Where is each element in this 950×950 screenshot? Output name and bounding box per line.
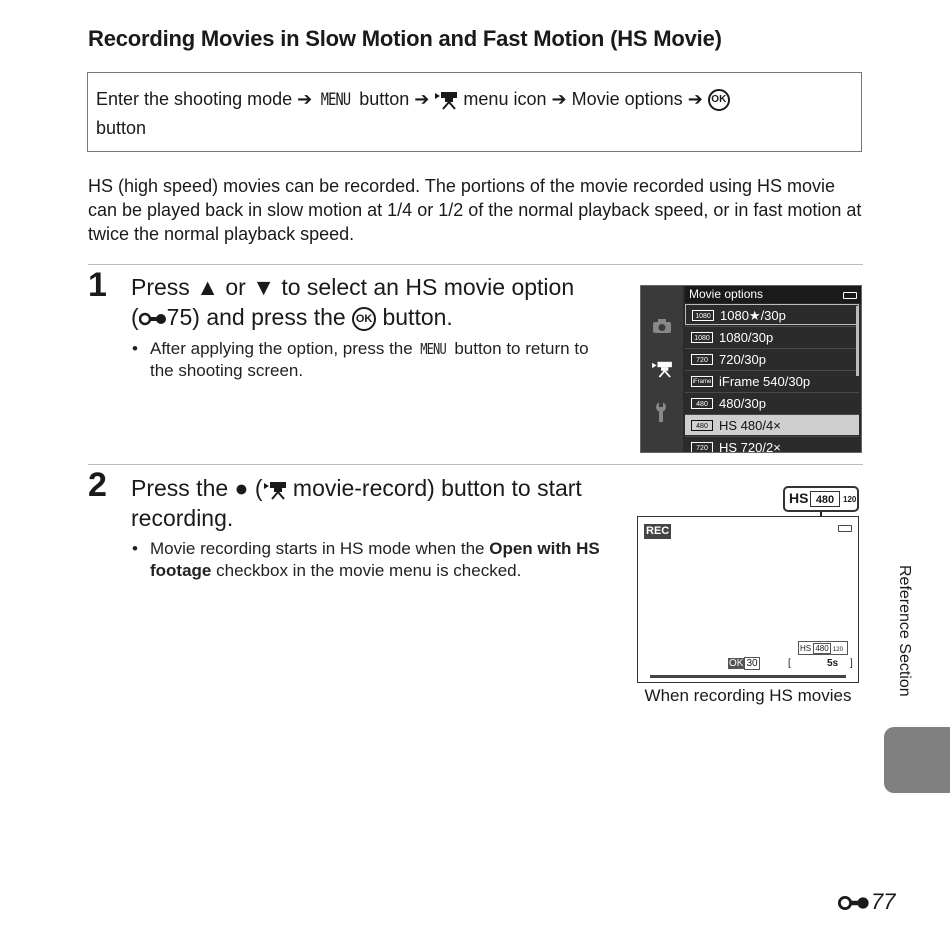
menu-item[interactable] xyxy=(685,348,859,369)
step-1-text: to select an HS movie option xyxy=(281,274,575,300)
frame-rate-label: 120 xyxy=(832,647,843,653)
menu-item[interactable] xyxy=(685,326,859,347)
menu-item-label: 1080/30p xyxy=(719,330,774,345)
time-label: 30 xyxy=(746,658,758,669)
menu-button-label: MENU xyxy=(320,90,351,110)
arrow-right-icon: ➔ xyxy=(414,89,430,109)
ok-button-icon: OK xyxy=(708,89,730,111)
menu-scrollbar[interactable] xyxy=(856,306,859,376)
menu-item-label: 720/30p xyxy=(719,352,766,367)
menu-item-label: iFrame 540/30p xyxy=(719,374,811,389)
menu-item-label: 1080★/30p xyxy=(720,308,786,323)
rec-indicator: REC xyxy=(646,525,670,537)
step-1-text: button. xyxy=(382,304,453,330)
step-2-number: 2 xyxy=(88,466,107,504)
record-dot-icon: ● xyxy=(234,475,249,501)
recording-screen xyxy=(637,516,859,683)
menu-sidebar xyxy=(641,286,683,453)
down-triangle-icon: ▼ xyxy=(252,274,275,300)
arrow-right-icon: ➔ xyxy=(687,89,703,109)
nav-text-2: button xyxy=(359,89,410,109)
resolution-tag-icon: 480 xyxy=(691,398,713,409)
menu-item[interactable] xyxy=(685,436,859,453)
up-triangle-icon: ▲ xyxy=(196,274,219,300)
divider xyxy=(88,464,863,465)
hs-label: HS xyxy=(800,644,812,653)
wrench-icon xyxy=(653,402,669,422)
movie-length-indicator xyxy=(728,658,760,669)
bullet-bold-text: Open with HS footage xyxy=(150,539,600,580)
nav-text-3: menu icon xyxy=(463,89,547,109)
menu-header-title: Movie options xyxy=(689,287,764,301)
resolution-label: 480 xyxy=(810,491,840,507)
step-2-text: movie-record) button to start xyxy=(292,475,582,501)
resolution-tag-icon: iFrame xyxy=(691,376,713,387)
arrow-right-icon: ➔ xyxy=(551,89,567,109)
ok-button-icon: OK xyxy=(352,307,376,331)
menu-item-selected[interactable] xyxy=(685,414,859,435)
paren-open: ( xyxy=(131,304,139,330)
camera-icon xyxy=(652,318,672,334)
step-2-bullet xyxy=(132,538,610,582)
navigation-path-box xyxy=(87,72,862,152)
movie-options-menu-screen xyxy=(640,285,862,453)
battery-icon xyxy=(843,292,857,299)
ok-icon: OK xyxy=(729,658,744,669)
bullet-text: checkbox in the movie menu is checked. xyxy=(216,561,522,580)
resolution-tag-icon: 720 xyxy=(691,354,713,365)
page-number-text: 77 xyxy=(871,889,896,914)
nav-text-1: Enter the shooting mode xyxy=(96,89,293,109)
step-2-text: Press the xyxy=(131,475,229,501)
step-1-text: ) and press the xyxy=(192,304,346,330)
remaining-time: 5s xyxy=(827,658,839,669)
menu-item[interactable] xyxy=(685,304,859,325)
menu-item[interactable] xyxy=(685,370,859,391)
recording-progress-bar xyxy=(650,675,846,678)
resolution-tag-icon: 480 xyxy=(691,420,713,431)
movie-camera-icon xyxy=(263,480,287,500)
movie-camera-icon xyxy=(651,360,673,378)
bullet-text: Movie recording starts in HS mode when the xyxy=(150,539,485,558)
section-tab xyxy=(884,727,950,793)
resolution-tag-icon: 1080 xyxy=(691,332,713,343)
menu-item-label: 480/30p xyxy=(719,396,766,411)
reference-section-icon xyxy=(139,311,167,327)
paren-open: ( xyxy=(254,475,263,501)
page-number xyxy=(837,889,895,915)
bullet-dot: • xyxy=(132,339,138,358)
resolution-label: 480 xyxy=(815,644,829,653)
intro-paragraph: HS (high speed) movies can be recorded. The portions of the movie recorded using HS movie can be played back in slow motion at 1/4 or 1/2 of the normal playback speed, or in fast motion at twice the normal playback speed. xyxy=(88,176,862,244)
movie-camera-icon xyxy=(434,90,458,110)
step-2-heading xyxy=(131,473,621,533)
menu-button-label: MENU xyxy=(420,340,447,358)
step-1-bullet xyxy=(132,338,610,382)
screen-caption: When recording HS movies xyxy=(644,686,852,705)
bracket-open-icon: [ xyxy=(788,658,791,669)
hs-label: HS xyxy=(789,490,809,506)
divider xyxy=(88,264,863,265)
frame-rate-label: 120 xyxy=(843,495,857,504)
step-1-text: Press xyxy=(131,274,190,300)
hs-mode-badge-zoomed xyxy=(783,486,859,512)
nav-text-4: Movie options xyxy=(571,89,683,109)
menu-header xyxy=(685,286,861,303)
side-label-text: Reference Section xyxy=(896,565,913,697)
resolution-tag-icon: 1080 xyxy=(692,310,714,321)
hs-mode-badge xyxy=(798,641,848,655)
step-1-number: 1 xyxy=(88,266,107,304)
bracket-close-icon: ] xyxy=(850,658,853,669)
step-1-heading xyxy=(131,272,621,332)
nav-text-5: button xyxy=(96,118,147,138)
resolution-tag-icon: 720 xyxy=(691,442,713,453)
menu-item-label: HS 480/4× xyxy=(719,418,781,433)
menu-item-label: HS 720/2× xyxy=(719,440,781,453)
step-1-text: or xyxy=(225,274,246,300)
bullet-text: button to return to the shooting screen. xyxy=(150,339,589,380)
battery-icon xyxy=(838,525,852,532)
bullet-dot: • xyxy=(132,539,138,558)
side-section-label xyxy=(893,565,913,725)
bullet-text: After applying the option, press the xyxy=(150,339,413,358)
page-title: Recording Movies in Slow Motion and Fast Motion (HS Movie) xyxy=(88,26,722,51)
menu-item[interactable] xyxy=(685,392,859,413)
arrow-right-icon: ➔ xyxy=(297,89,313,109)
reference-page: 75 xyxy=(166,304,193,330)
reference-section-icon xyxy=(837,894,871,912)
step-2-text: recording. xyxy=(131,505,234,531)
